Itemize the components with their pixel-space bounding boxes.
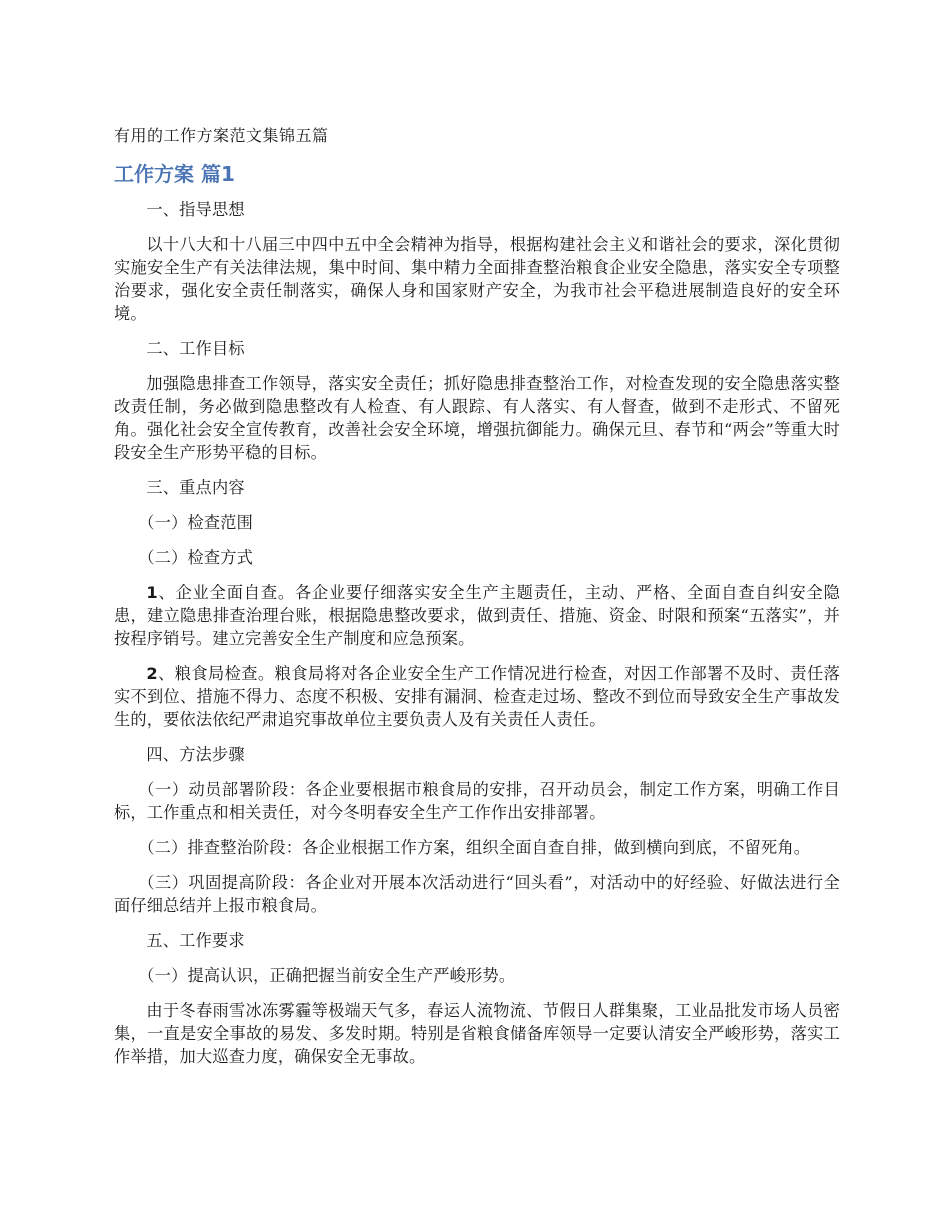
heading-guiding-thought: 一、指导思想 xyxy=(146,200,245,219)
paragraph-winter-safety: 由于冬春雨雪冰冻雾霾等极端天气多，春运人流物流、节假日人群集聚，工业品批发市场人员密集，一直是安全事故的易发、多发时期。特别是省粮食储备库领导一定要认清安全严峻形势，落实工作举措，加大巡查力度，确保安全无事故。 xyxy=(114,1001,840,1066)
paragraph-self-inspection xyxy=(114,581,840,650)
item-number: 2 xyxy=(146,664,158,683)
section-heading: 工作方案 篇1 xyxy=(114,162,235,186)
document-page xyxy=(114,124,840,1080)
heading-method-steps: 四、方法步骤 xyxy=(146,745,245,764)
heading-key-content: 三、重点内容 xyxy=(146,478,245,497)
paragraph-rectification-stage: （二）排查整治阶段：各企业根据工作方案，组织全面自查自排，做到横向到底，不留死角。 xyxy=(138,838,811,857)
heading-work-requirements: 五、工作要求 xyxy=(146,931,245,950)
subheading-raise-awareness: （一）提高认识，正确把握当前安全生产严峻形势。 xyxy=(138,966,516,985)
paragraph-work-goal: 加强隐患排查工作领导，落实安全责任；抓好隐患排查整治工作，对检查发现的安全隐患落实整改责任制，务必做到隐患整改有人检查、有人跟踪、有人落实、有人督查，做到不走形式、不留死角。强化社会安全宣传教育，改善社会安全环境，增强抗御能力。确保元旦、春节和“两会”等重大时段安全生产形势平稳的目标。 xyxy=(114,374,840,462)
paragraph-guiding-thought: 以十八大和十八届三中四中五中全会精神为指导，根据构建社会主义和谐社会的要求，深化贯彻实施安全生产有关法律法规，集中时间、集中精力全面排查整治粮食企业安全隐患，落实安全专项整治要求，强化安全责任制落实，确保人身和国家财产安全，为我市社会平稳进展制造良好的安全环境。 xyxy=(114,235,840,323)
paragraph-bureau-inspection xyxy=(114,662,840,731)
subheading-inspection-method: （二）检查方式 xyxy=(138,548,254,567)
item-text: 、粮食局检查。粮食局将对各企业安全生产工作情况进行检查，对因工作部署不及时、责任落实不到位、措施不得力、态度不积极、安排有漏洞、检查走过场、整改不到位而导致安全生产事故发生的，要依法依纪严肃追究事故单位主要负责人及有关责任人责任。 xyxy=(114,664,840,729)
paragraph-consolidation-stage: （三）巩固提高阶段：各企业对开展本次活动进行“回头看”，对活动中的好经验、好做法进行全面仔细总结并上报市粮食局。 xyxy=(114,873,840,915)
paragraph-mobilization-stage: （一）动员部署阶段：各企业要根据市粮食局的安排，召开动员会，制定工作方案，明确工作目标，工作重点和相关责任，对今冬明春安全生产工作作出安排部署。 xyxy=(114,780,840,822)
item-text: 、企业全面自查。各企业要仔细落实安全生产主题责任，主动、严格、全面自查自纠安全隐患，建立隐患排查治理台账，根据隐患整改要求，做到责任、措施、资金、时限和预案“五落实”，并按程序销号。建立完善安全生产制度和应急预案。 xyxy=(114,583,840,648)
subheading-inspection-scope: （一）检查范围 xyxy=(138,513,254,532)
item-number: 1 xyxy=(146,583,158,602)
document-title: 有用的工作方案范文集锦五篇 xyxy=(114,126,329,145)
heading-work-goal: 二、工作目标 xyxy=(146,339,245,358)
